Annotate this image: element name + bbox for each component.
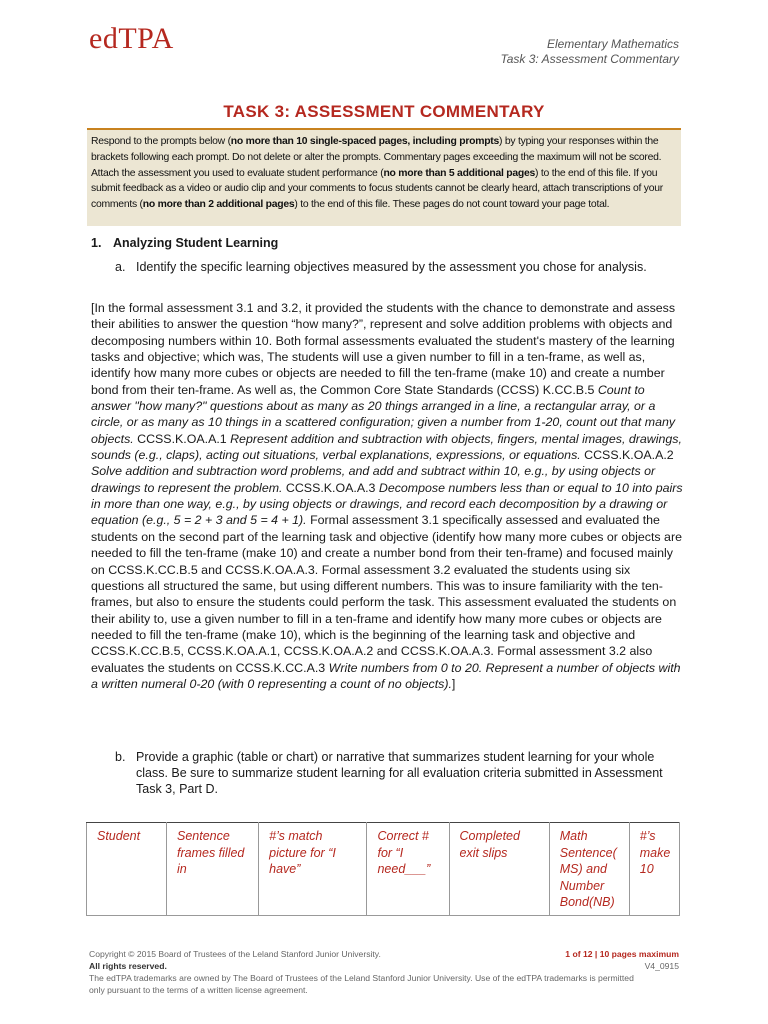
table-header-cell: Math Sentence( MS) and Number Bond(NB) bbox=[549, 823, 629, 916]
instructions-text: ) to the end of this file. These pages do not count toward your page total. bbox=[294, 199, 610, 211]
footer-page-info bbox=[565, 948, 679, 972]
trademark-line: The edTPA trademarks are owned by The Board of Trustees of the Leland Stanford Junior University. Use of the edTPA trademarks is permitted only pursuant to the terms of a written license agreement. bbox=[89, 973, 634, 995]
instructions-box bbox=[87, 128, 681, 226]
response-segment: CCSS.K.OA.A.2 bbox=[580, 448, 674, 463]
section-heading bbox=[91, 236, 278, 250]
prompt-text: Provide a graphic (table or chart) or narrative that summarizes student learning for your whole class. Be sure to summarize student learning for all evaluation criteria submitted in Assessment Task 3, Part D. bbox=[136, 750, 663, 796]
prompt-a bbox=[115, 259, 675, 275]
response-text bbox=[91, 300, 685, 692]
table-header-cell: Sentence frames filled in bbox=[167, 823, 259, 916]
copyright-line: Copyright © 2015 Board of Trustees of the Leland Stanford Junior University. bbox=[89, 949, 381, 959]
standard-quote: Represent addition and subtraction with objects, fingers, mental images, drawings, sounds (e.g., claps), acting out situations, verbal explanations, expressions, or equations. bbox=[91, 431, 682, 463]
summary-table bbox=[86, 822, 680, 916]
table-header-cell: #’s make 10 bbox=[629, 823, 679, 916]
table-header-cell: Student bbox=[87, 823, 167, 916]
instructions-text: ) to the end of this file. If you submit feedback as a video or audio clip and your comments to focus students cannot be clearly heard, attach transcriptions of your comments ( bbox=[91, 167, 663, 211]
standard-quote: Decompose numbers less than or equal to 10 into pairs in more than one way, e.g., by using objects or drawings, and record each decomposition by a drawing or equation (e.g., 5 = 2 + 3 and 5 = 4 + 1). bbox=[91, 480, 683, 528]
prompt-b bbox=[115, 749, 675, 797]
page-title: TASK 3: ASSESSMENT COMMENTARY bbox=[223, 102, 545, 121]
instructions-bold: no more than 5 additional pages bbox=[383, 167, 536, 179]
response-segment: CCSS.K.OA.A.1 bbox=[133, 431, 231, 446]
edtpa-logo: edTPA bbox=[89, 22, 174, 55]
response-segment: Formal assessment 3.1 specifically assessed and evaluated the students on the second part of the learning task and objective (identify how many more cubes or objects are needed to fill the ten-frame (make 10) and create a number bond from their ten-frame) and focused mainly on CCSS.K.CC.B.5 and CCSS.K.OA.A.3. Formal assessment 3.2 evaluated the students using six questions all structured the same, but using different numbers. This was to insure familiarity with the ten-frames, but also to ensure the students could perform the task. This assessment evaluated the students on their ability to, use a given number to fill in a ten-frame and identify how many more cubes or objects are needed to fill the ten-frame (make 10), which is the beginning of the learning task and objective and CCSS.K.CC.B.5, CCSS.K.OA.A.1, CCSS.K.OA.A.2 and CCSS.K.OA.A.3. Formal assessment 3.2 also evaluates the students on CCSS.K.CC.A.3 bbox=[91, 513, 682, 675]
section-number: 1. bbox=[91, 236, 102, 250]
standard-quote: Write numbers from 0 to 20. Represent a number of objects with a written numeral 0-20 (with 0 representing a count of no objects). bbox=[91, 660, 681, 691]
standard-quote: Count to answer "how many?" questions about as many as 20 things arranged in a line, a rectangular array, or a circle, or as many as 10 things in a scattered configuration; given a number from 1-20, count out that many objects. bbox=[91, 382, 676, 446]
page-count: 1 of 12 | 10 pages maximum bbox=[565, 949, 679, 959]
table-row bbox=[87, 823, 680, 916]
table-header-cell: #’s match picture for “I have” bbox=[259, 823, 367, 916]
header-subject: Elementary Mathematics bbox=[546, 37, 679, 51]
response-segment: [In the formal assessment 3.1 and 3.2, it provided the students with the chance to demonstrate and assess their abilities to answer the question “how many?”, represent and solve addition problems with objects and decomposing numbers within 10. Both formal assessments evaluated the student's mastery of the learning tasks and objective; which was, The students will use a given number to fill in a ten-frame, as well as, identify how many more cubes or objects are needed to fill the ten-frame (make 10) and create a number bond from their ten-frame. As well as, the Common Core State Standards (CCSS) K.CC.B.5 bbox=[91, 301, 676, 397]
standard-quote: Solve addition and subtraction word problems, and add and subtract within 10, e.g., by using objects or drawings to represent the problem. bbox=[91, 464, 656, 495]
response-segment: CCSS.K.OA.A.3 bbox=[282, 480, 379, 495]
table-header-cell: Completed exit slips bbox=[449, 823, 549, 916]
instructions-bold: no more than 2 additional pages bbox=[142, 199, 295, 211]
prompt-text: Identify the specific learning objectives measured by the assessment you chose for analysis. bbox=[136, 260, 647, 274]
prompt-letter: a. bbox=[115, 260, 126, 274]
response-segment: ] bbox=[451, 676, 456, 691]
rights-line: All rights reserved. bbox=[89, 961, 167, 971]
section-title: Analyzing Student Learning bbox=[113, 236, 279, 250]
version-label: V4_0915 bbox=[644, 961, 679, 971]
table-header-cell: Correct # for “I need___” bbox=[367, 823, 449, 916]
instructions-text: Respond to the prompts below ( bbox=[91, 136, 231, 147]
instructions-text: ) by typing your responses within the brackets following each prompt. Do not delete or alter the prompts. Commentary pages exceeding the maximum will not be scored. Attach the assessment you used to evaluate student performance ( bbox=[91, 136, 662, 179]
header-task: Task 3: Assessment Commentary bbox=[500, 52, 679, 66]
instructions-bold: no more than 10 single-spaced pages, including prompts bbox=[230, 136, 500, 147]
page-header bbox=[500, 37, 679, 67]
prompt-letter: b. bbox=[115, 750, 126, 764]
